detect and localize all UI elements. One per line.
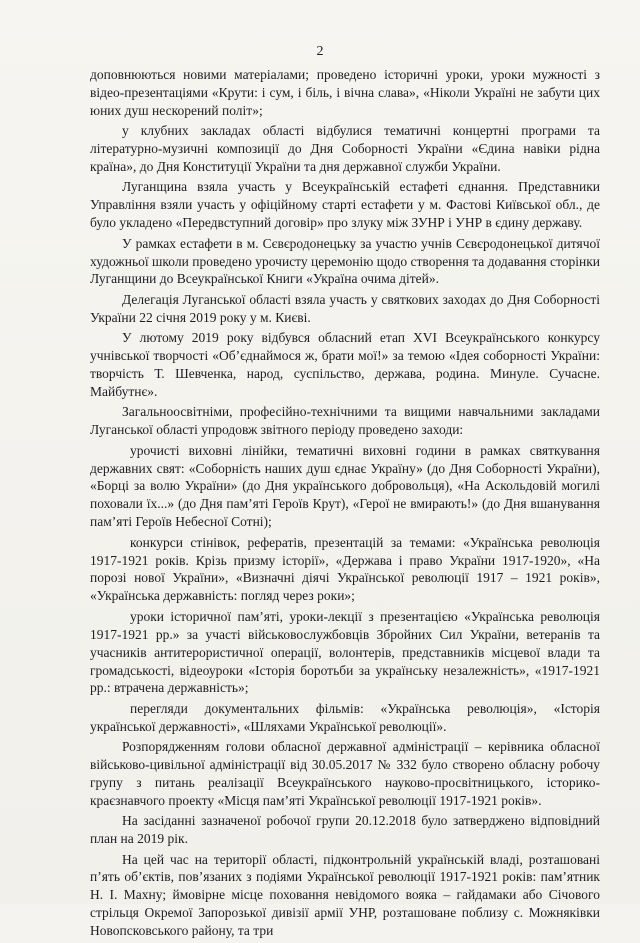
paragraph: доповнюються новими матеріалами; проведено історичні уроки, уроки мужності з відео-презентаціями «Крути: і сум, і біль, і вічна слава», «Ніколи Україні не забути цих юних душ нескорений політ»; [90, 67, 600, 118]
paragraph: урочисті виховні лінійки, тематичні виховні години в рамках святкування державних свят: «Соборність наших душ єднає Україну» (до Дня Соборності України), «Борці за волю України» (до Дня українського добровольця), «На Аскольдовій могилі поховали їх...» (до Дня пам’яті Героїв Крут), «Герої не вмирають!» (до Дня вшанування пам’яті Героїв Небесної Сотні); [90, 442, 600, 530]
paragraph: У рамках естафети в м. Сєвєродонецьку за участю учнів Сєвєродонецької дитячої художньої школи проведено урочисту церемонію щодо створення та додавання сторінки Луганщини до Всеукраїнської Книги «Україна очима дітей». [90, 235, 600, 287]
paragraph: Розпорядженням голови обласної державної адміністрації – керівника обласної військово-цивільної адміністрації від 30.05.2017 № 332 було створено обласну робочу групу з питань реалізації Всеукраїнського науково-просвітницького, історико-краєзнавчого проекту «Місця пам’яті Української революції 1917-1921 років». [90, 739, 600, 808]
paragraph: Луганщина взяла участь у Всеукраїнській естафеті єднання. Представники Управління взяли участь у офіційному старті естафети у м. Фастові Київської обл., де було укладено «Передвступний договір» про злуку між ЗУНР і УНР в єдину державу. [90, 179, 600, 231]
paragraph: перегляди документальних фільмів: «Українська революція», «Історія української державності», «Шляхами Української революції». [90, 700, 600, 734]
page-number: 2 [316, 44, 324, 59]
paragraph: Делегація Луганської області взяла участь у святкових заходах до Дня Соборності України 22 січня 2019 року у м. Києві. [90, 291, 600, 325]
paragraph: уроки історичної пам’яті, уроки-лекції з презентацією «Українська революція 1917-1921 рр.» за участі військовослужбовців Збройних Сил України, ветеранів та учасників антитерористичної операції, волонтерів, представників місцевої влади та громадськості, відеоуроки «Історія боротьби за українську незалежність», «1917-1921 рр.: втрачена державність»; [90, 608, 600, 696]
body-text [90, 66, 600, 943]
paragraph: конкурси стінівок, рефератів, презентацій за темами: «Українська революція 1917-1921 років. Крізь призму історії», «Держава і право України 1917-1920», «На порозі нової України», «Визначні діячі Української революції 1917 – 1921 років», «Українська державність: погляд через роки»; [90, 534, 600, 604]
paragraph: У лютому 2019 року відбувся обласний етап XVI Всеукраїнського конкурсу учнівської творчості «Об’єднаймося ж, брати мої!» за темою «Ідея соборності України: творчість Т. Шевченка, народ, суспільство, держава, родина. Минуле. Сучасне. Майбутнє». [90, 330, 600, 399]
paragraph: у клубних закладах області відбулися тематичні концертні програми та літературно-музичні композиції до Дня Соборності України «Єдина навіки рідна країна», до Дня Конституції України та дня державної служби України. [90, 123, 600, 175]
paragraph: Загальноосвітніми, професійно-технічними та вищими навчальними закладами Луганської області упродовж звітного періоду проведено заходи: [90, 404, 600, 438]
paragraph: На засіданні зазначеної робочої групи 20.12.2018 було затверджено відповідний план на 2019 рік. [90, 813, 600, 847]
paragraph: На цей час на території області, підконтрольній українській владі, розташовані п’ять об’єктів, пов’язаних з подіями Української революції 1917-1921 років: пам’ятник Н. І. Махну; ймовірне місце поховання невідомого вояка – гайдамаки або Січового стрільця Окремої Запорозької дивізії армії УНР, розташоване поблизу с. Можняківки Новопсковського району, та три [90, 851, 600, 939]
